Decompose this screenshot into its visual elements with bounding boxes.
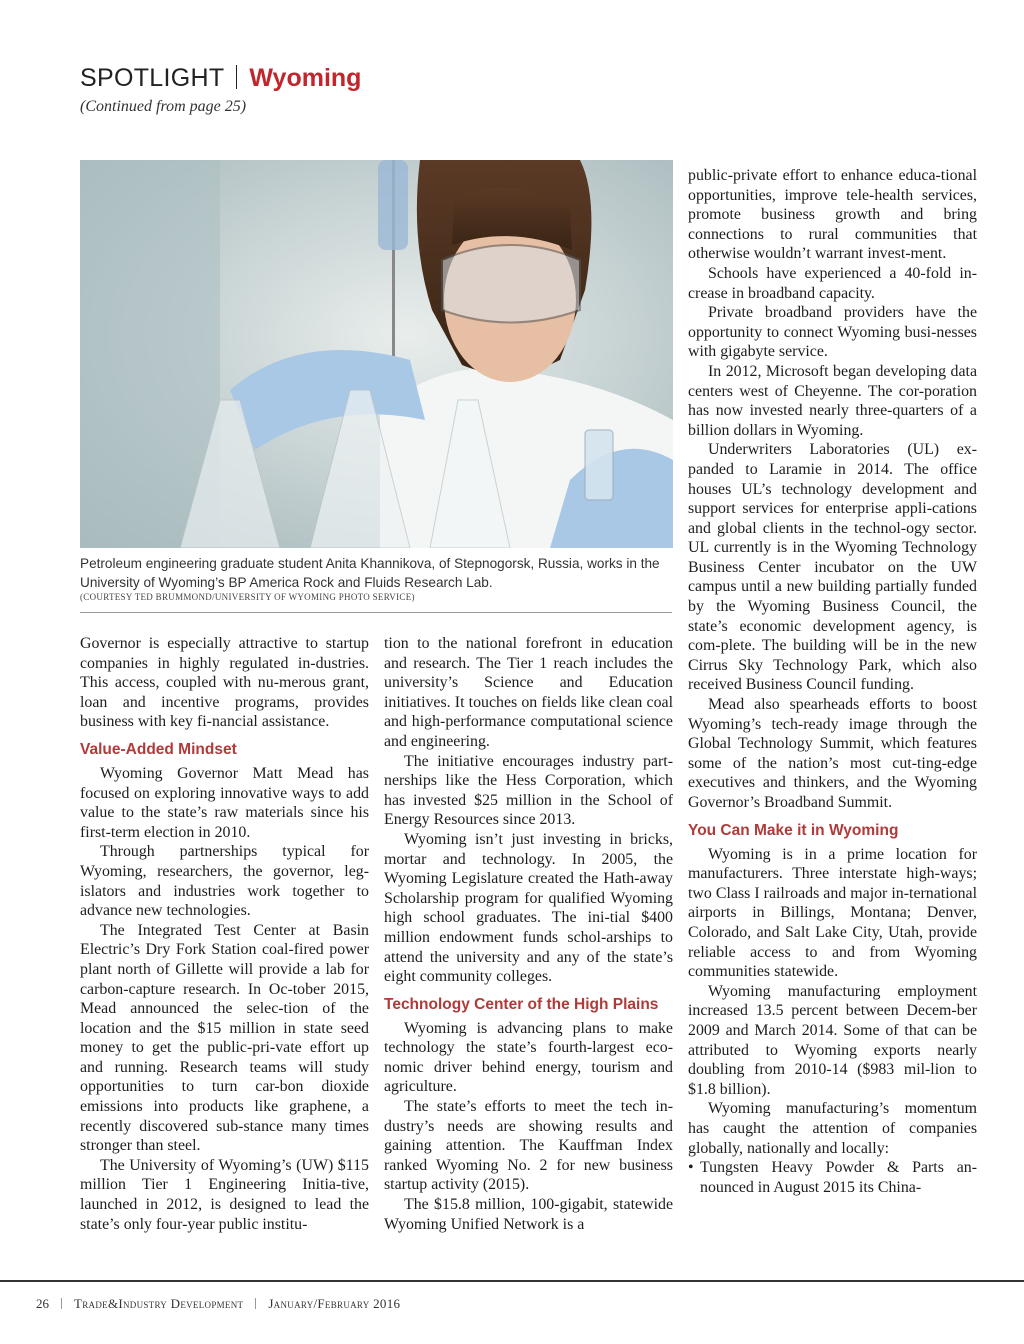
paragraph: tion to the national forefront in education and research. The Tier 1 reach includes the university’s Science and Education initiatives. It touches on fields like clean coal and high-performance computational science and engineering. (384, 635, 673, 750)
paragraph: public-private effort to enhance educa-tional opportunities, improve tele-health services, promote business growth and bring connections to rural communities that otherwise wouldn’t warrant invest-ment. (688, 167, 977, 263)
article-column-3 (688, 166, 977, 1197)
paragraph: The $15.8 million, 100-gigabit, statewide Wyoming Unified Network is a (384, 1196, 673, 1233)
paragraph: The Integrated Test Center at Basin Electric’s Dry Fork Station coal-fired power plant north of Gillette will provide a lab for carbon-capture research. In Oc-tober 2015, Mead announced the selec-tion of the location and the $15 million in state seed money to get the public-pri-vate effort up and running. Research teams will study opportunities to turn car-bon dioxide emissions into products like graphene, a recently discovered sub-stance many times stronger than steel. (80, 921, 369, 1155)
caption-rule (80, 612, 672, 613)
footer-divider (255, 1298, 256, 1309)
paragraph: Private broadband providers have the opportunity to connect Wyoming busi-nesses with gigabyte service. (688, 304, 977, 361)
paragraph: Underwriters Laboratories (UL) ex-panded to Laramie in 2014. The office houses UL’s technology development and support services for enterprise appli-cations and global clients in the technol-ogy sector. UL currently is in the Wyoming Technology Business Center incubator on the UW campus until a new building partially funded by the Wyoming Business Council, the state’s economic development agency, is com-plete. The building will be in the new Cirrus Sky Technology Park, which also received Business Council funding. (688, 441, 977, 694)
paragraph: In 2012, Microsoft began developing data centers west of Cheyenne. The cor-poration has now invested nearly three-quarters of a billion dollars in Wyoming. (688, 362, 977, 439)
photo-caption: Petroleum engineering graduate student Anita Khannikova, of Stepnogorsk, Russia, works in the University of Wyoming’s BP America Rock and Fluids Research Lab. (80, 556, 660, 590)
paragraph: Mead also spearheads efforts to boost Wyoming’s tech-ready image through the Global Technology Summit, which features some of the nation’s most cut-ting-edge executives and thinkers, and the Wyoming Governor’s Broadband Summit. (688, 696, 977, 811)
paragraph: The state’s efforts to meet the tech in-dustry’s needs are showing results and gaining attention. The Kauffman Index ranked Wyoming No. 2 for new business startup activity (2015). (384, 1098, 673, 1194)
paragraph: Wyoming is advancing plans to make technology the state’s fourth-largest eco-nomic driver behind energy, tourism and agriculture. (384, 1019, 673, 1096)
subhead-technology-center: Technology Center of the High Plains (384, 995, 659, 1013)
section-header (80, 64, 361, 93)
lab-photo (80, 160, 673, 548)
paragraph: The initiative encourages industry part-nerships like the Hess Corporation, which has invested $25 million in the School of Energy Resources since 2013. (384, 752, 673, 829)
paragraph: Schools have experienced a 40-fold in-crease in broadband capacity. (688, 264, 977, 302)
footer-divider (61, 1298, 62, 1309)
bullet-item: • Tungsten Heavy Powder & Parts an-nounced in August 2015 its China- (688, 1158, 977, 1197)
section-state: Wyoming (249, 64, 362, 92)
page-number: 26 (36, 1296, 49, 1311)
paragraph: Wyoming manufacturing employment increased 13.5 percent between Decem-ber 2009 and March 2014. Some of that can be attributed to Wyoming exports nearly doubling from 2010-14 ($983 mil-lion to $1.8 billion). (688, 982, 977, 1098)
header-divider (236, 65, 237, 89)
photo-credit: (COURTESY TED BRUMMOND/UNIVERSITY OF WYOMING PHOTO SERVICE) (80, 592, 415, 602)
footer-rule (0, 1280, 1024, 1282)
paragraph: Through partnerships typical for Wyoming, researchers, the governor, leg-islators and industries work together to advance new technologies. (80, 843, 369, 920)
continued-note: (Continued from page 25) (80, 98, 247, 115)
paragraph: Wyoming is in a prime location for manufacturers. Three interstate high-ways; two Class I railroads and major in-ternational airports in Billings, Montana; Denver, Colorado, and Salt Lake City, Utah, provide reliable access to and from Wyoming communities statewide. (688, 845, 977, 981)
issue-date: January/February 2016 (268, 1296, 401, 1311)
subhead-value-added-mindset: Value-Added Mindset (80, 740, 237, 758)
article-column-2 (384, 634, 673, 1234)
publication-name: Trade&Industry Development (74, 1296, 244, 1311)
page-footer (36, 1296, 400, 1312)
paragraph: Wyoming isn’t just investing in bricks, mortar and technology. In 2005, the Wyoming Legislature created the Hath-away Scholarship program for qualified Wyoming high school graduates. The ini-tial $400 million endowment funds schol-arships to attend the university and any of the state’s eight community colleges. (384, 830, 673, 986)
paragraph: The University of Wyoming’s (UW) $115 million Tier 1 Engineering Initia-tive, launched in 2012, is designed to lead the state’s only four-year public institu- (80, 1156, 369, 1233)
subhead-make-it-in-wyoming: You Can Make it in Wyoming (688, 821, 899, 839)
section-label: SPOTLIGHT (80, 64, 225, 92)
paragraph: Wyoming Governor Matt Mead has focused on exploring innovative ways to add value to the state’s raw materials since his first-term election in 2010. (80, 764, 369, 841)
article-column-1 (80, 634, 369, 1234)
paragraph: Governor is especially attractive to startup companies in highly regulated in-dustries. This access, coupled with nu-merous grant, loan and incentive programs, provides business with key fi-nancial assistance. (80, 635, 369, 731)
lab-photo-illustration (80, 160, 673, 548)
paragraph: Wyoming manufacturing’s momentum has caught the attention of companies globally, nationally and locally: (688, 1100, 977, 1157)
